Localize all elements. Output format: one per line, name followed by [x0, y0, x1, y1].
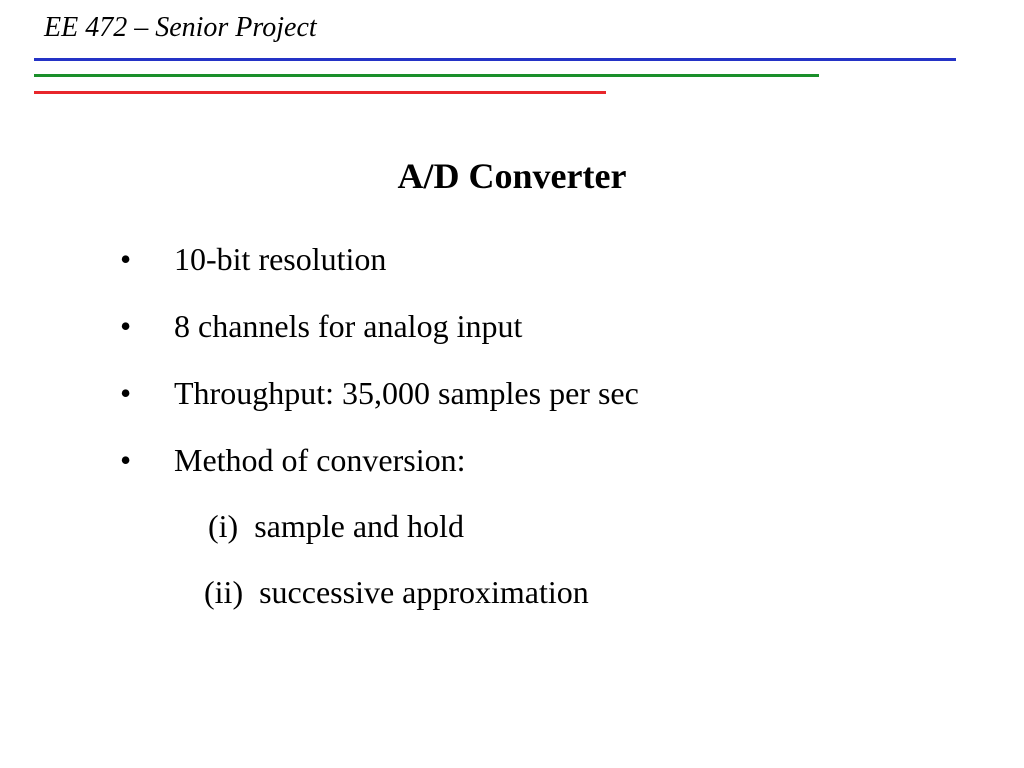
- header-rule-blue: [34, 58, 956, 61]
- sub-item-marker: (ii): [204, 574, 244, 610]
- bullet-text: 10-bit resolution: [174, 241, 387, 277]
- sub-item-marker: (i): [208, 508, 239, 544]
- bullet-glyph: •: [120, 308, 132, 344]
- header-rule-red: [34, 91, 606, 94]
- sub-item-text: sample and hold: [254, 508, 464, 544]
- bullet-text: 8 channels for analog input: [174, 308, 523, 344]
- sub-item-text: successive approximation: [259, 574, 589, 610]
- sub-item: [204, 572, 589, 612]
- header-title: EE 472 – Senior Project: [44, 12, 317, 43]
- bullet-glyph: •: [120, 241, 132, 277]
- sub-item: [208, 506, 464, 546]
- bullet-glyph: •: [120, 442, 132, 478]
- bullet-glyph: •: [120, 375, 132, 411]
- slide-title: A/D Converter: [397, 156, 627, 196]
- bullet-text: Throughput: 35,000 samples per sec: [174, 375, 639, 411]
- header-rule-green: [34, 74, 819, 77]
- bullet-text: Method of conversion:: [174, 442, 466, 478]
